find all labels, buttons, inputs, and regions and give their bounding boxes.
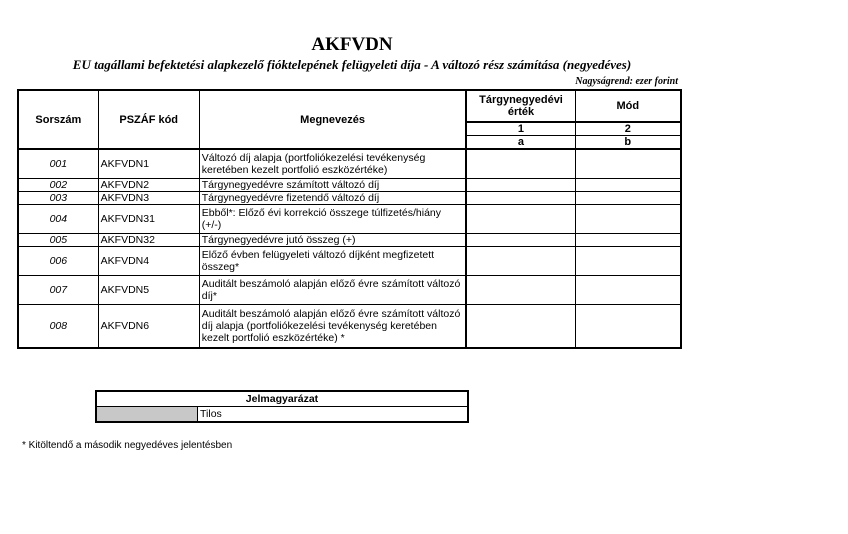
row-code: AKFVDN5 [98,275,199,304]
row-num: 008 [18,304,98,348]
header-pszaf-kod: PSZÁF kód [98,90,199,149]
header-mode-index: 2 [575,122,681,136]
value-cell[interactable] [466,191,575,204]
row-name: Tárgynegyedévre jutó összeg (+) [199,233,466,246]
row-code: AKFVDN3 [98,191,199,204]
row-code: AKFVDN32 [98,233,199,246]
row-num: 007 [18,275,98,304]
row-num: 001 [18,149,98,178]
row-code: AKFVDN6 [98,304,199,348]
legend-title: Jelmagyarázat [96,391,468,407]
row-num: 006 [18,246,98,275]
fee-table [17,89,682,349]
row-num: 003 [18,191,98,204]
row-num: 005 [18,233,98,246]
row-name: Tárgynegyedévre számított változó díj [199,178,466,191]
mode-cell[interactable] [575,204,681,233]
value-cell[interactable] [466,233,575,246]
page-title: AKFVDN [311,34,393,55]
mode-cell[interactable] [575,246,681,275]
table-row [18,204,681,233]
legend-table [95,390,469,423]
table-row [18,191,681,204]
table-row [18,178,681,191]
row-code: AKFVDN31 [98,204,199,233]
row-num: 004 [18,204,98,233]
row-name: Auditált beszámoló alapján előző évre számított változó díj alapja (portfoliókezelési tevékenység keretében kezelt portfolió eszközértéke) * [199,304,466,348]
table-row [18,275,681,304]
row-name: Ebből*: Előző évi korrekció összege túlfizetés/hiány (+/-) [199,204,466,233]
mode-cell[interactable] [575,233,681,246]
mode-cell[interactable] [575,304,681,348]
mode-cell[interactable] [575,275,681,304]
table-row [18,233,681,246]
legend-item-label: Tilos [198,407,469,423]
row-name: Auditált beszámoló alapján előző évre számított változó díj* [199,275,466,304]
value-cell[interactable] [466,275,575,304]
row-num: 002 [18,178,98,191]
value-cell[interactable] [466,178,575,191]
footnote: * Kitöltendő a második negyedéves jelentésben [22,440,233,451]
row-code: AKFVDN4 [98,246,199,275]
header-mode: Mód [575,90,681,122]
header-value: Tárgynegyedévi érték [466,90,575,122]
legend-swatch [96,407,198,423]
row-code: AKFVDN2 [98,178,199,191]
value-cell[interactable] [466,149,575,178]
header-value-index: 1 [466,122,575,136]
mode-cell[interactable] [575,178,681,191]
mode-cell[interactable] [575,191,681,204]
header-sorszam: Sorszám [18,90,98,149]
unit-label: Nagyságrend: ezer forint [575,76,678,87]
page-subtitle: EU tagállami befektetési alapkezelő fióktelepének felügyeleti díja - A változó rész számítása (negyedéves) [72,57,632,72]
header-mode-letter: b [575,136,681,150]
mode-cell[interactable] [575,149,681,178]
value-cell[interactable] [466,246,575,275]
table-row [18,246,681,275]
value-cell[interactable] [466,304,575,348]
row-name: Változó díj alapja (portfoliókezelési tevékenység keretében kezelt portfolió eszközértéke) [199,149,466,178]
header-value-letter: a [466,136,575,150]
value-cell[interactable] [466,204,575,233]
table-row [18,149,681,178]
header-megnevezes: Megnevezés [199,90,466,149]
row-name: Tárgynegyedévre fizetendő változó díj [199,191,466,204]
row-code: AKFVDN1 [98,149,199,178]
row-name: Előző évben felügyeleti változó díjként megfizetett összeg* [199,246,466,275]
table-row [18,304,681,348]
